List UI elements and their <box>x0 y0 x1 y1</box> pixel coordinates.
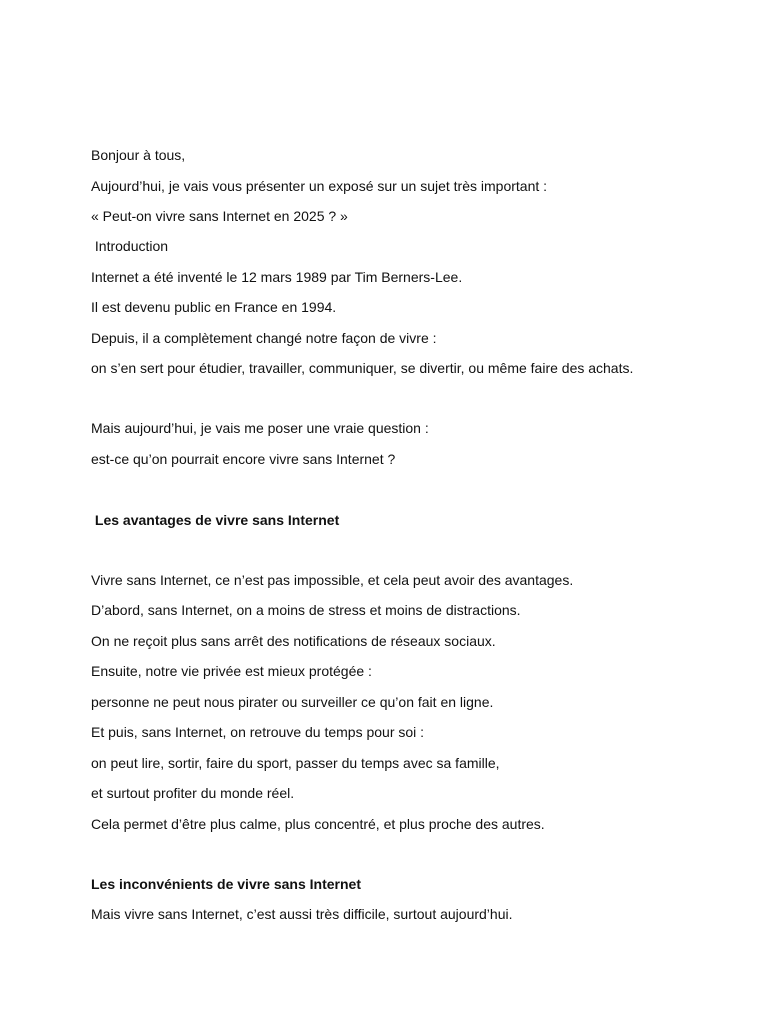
intro-sentence: Aujourd’hui, je vais vous présenter un exposé sur un sujet très important : <box>91 178 548 194</box>
paragraph-line: Vivre sans Internet, ce n’est pas impossible, et cela peut avoir des avantages. <box>91 572 574 588</box>
section-heading-disadvantages: Les inconvénients de vivre sans Internet <box>91 876 361 892</box>
paragraph-line: Cela permet d’être plus calme, plus concentré, et plus proche des autres. <box>91 816 545 832</box>
paragraph-line: On ne reçoit plus sans arrêt des notifications de réseaux sociaux. <box>91 633 496 649</box>
paragraph-line: Mais vivre sans Internet, c’est aussi très difficile, surtout aujourd’hui. <box>91 906 513 922</box>
paragraph-line: on peut lire, sortir, faire du sport, passer du temps avec sa famille, <box>91 755 500 771</box>
paragraph-line: Il est devenu public en France en 1994. <box>91 299 337 315</box>
section-heading-advantages: Les avantages de vivre sans Internet <box>91 512 340 528</box>
paragraph-line: Mais aujourd’hui, je vais me poser une vraie question : <box>91 420 429 436</box>
paragraph-line: Et puis, sans Internet, on retrouve du temps pour soi : <box>91 724 425 740</box>
topic-question: « Peut-on vivre sans Internet en 2025 ? » <box>91 208 348 224</box>
paragraph-line: Internet a été inventé le 12 mars 1989 par Tim Berners-Lee. <box>91 269 463 285</box>
paragraph-line: personne ne peut nous pirater ou surveiller ce qu’on fait en ligne. <box>91 694 494 710</box>
paragraph-line: D’abord, sans Internet, on a moins de stress et moins de distractions. <box>91 602 521 618</box>
paragraph-line: Depuis, il a complètement changé notre façon de vivre : <box>91 330 437 346</box>
paragraph-line: est-ce qu’on pourrait encore vivre sans Internet ? <box>91 451 396 467</box>
paragraph-line: on s’en sert pour étudier, travailler, communiquer, se divertir, ou même faire des achats. <box>91 360 634 376</box>
greeting: Bonjour à tous, <box>91 147 186 163</box>
paragraph-line: Ensuite, notre vie privée est mieux protégée : <box>91 663 372 679</box>
section-heading-introduction: Introduction <box>91 238 169 254</box>
paragraph-line: et surtout profiter du monde réel. <box>91 785 295 801</box>
